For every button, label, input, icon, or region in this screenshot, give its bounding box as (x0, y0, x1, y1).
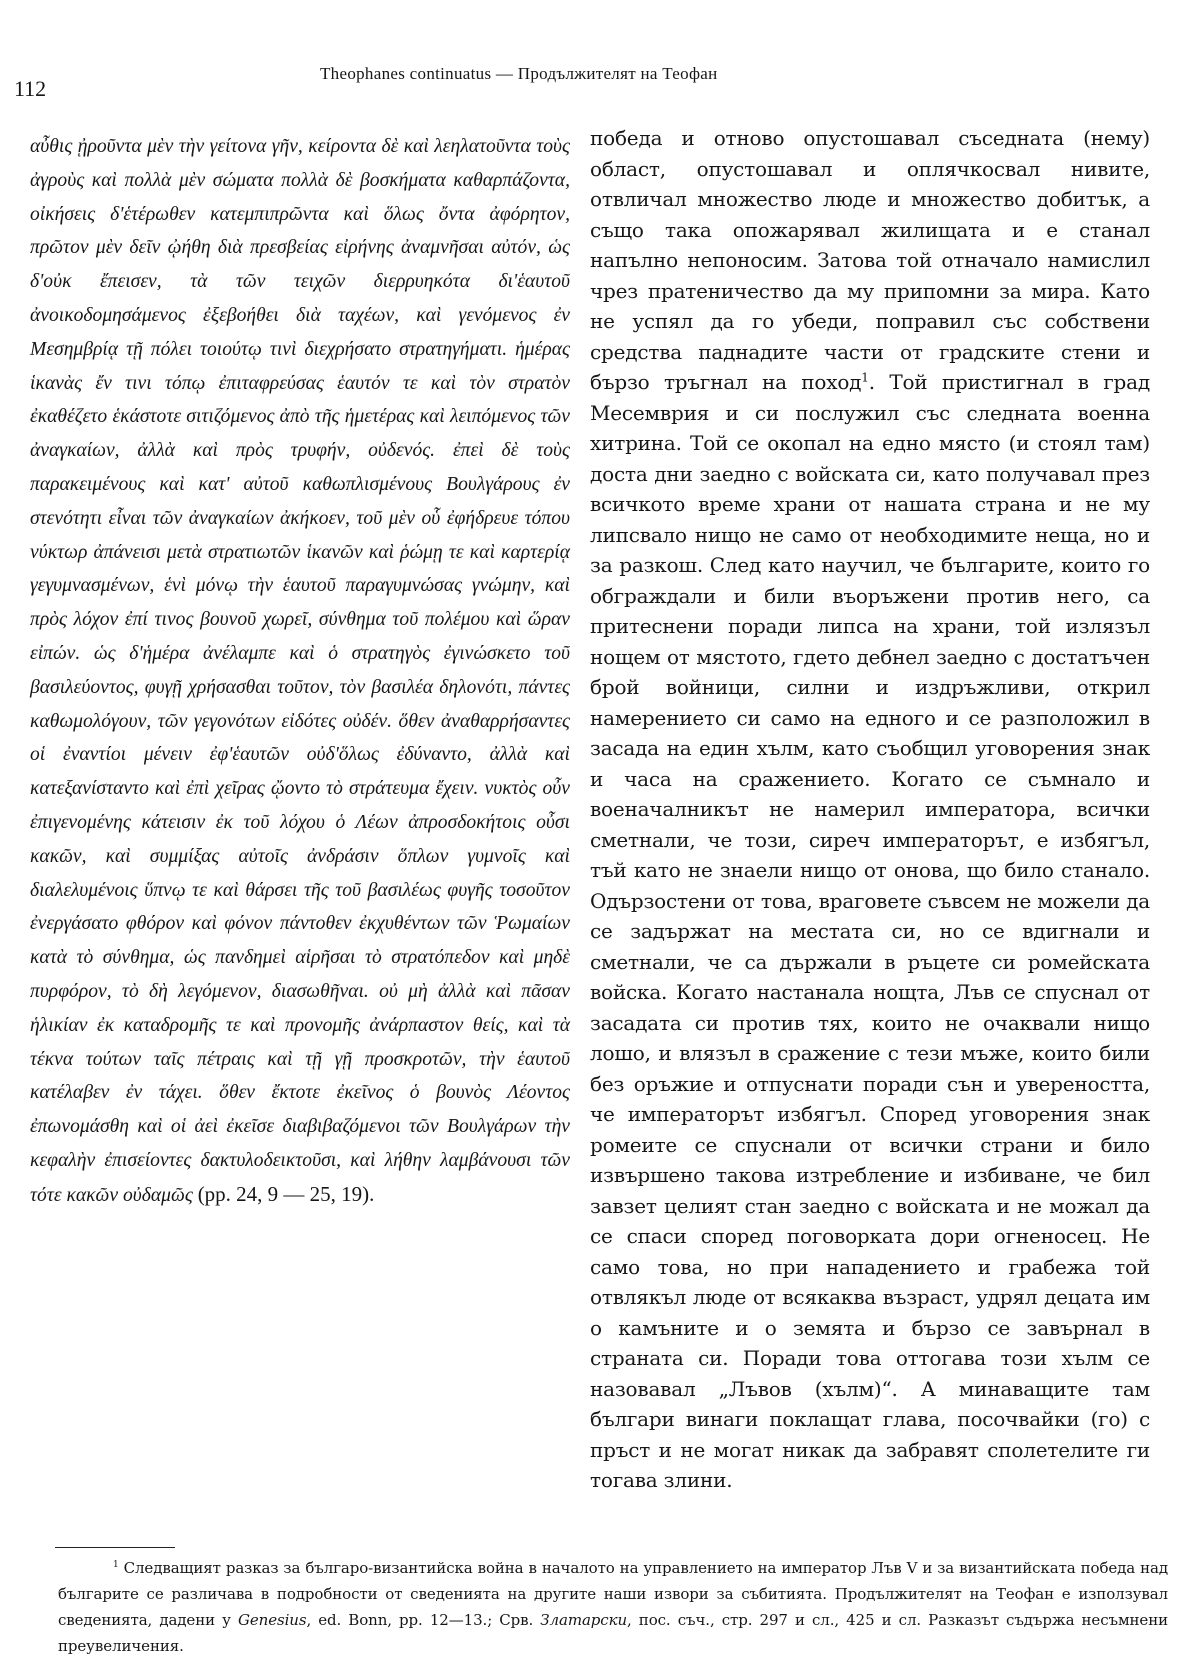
footnote-text-part3: , пос. съч., стр. 297 и сл., 425 и сл. Разказът съдържа несъмнени преувеличения. (58, 1611, 1168, 1655)
page-number: 112 (14, 76, 47, 101)
footnote-divider (55, 1547, 175, 1548)
greek-text: αὖθις ᾐροῦντα μὲν τὴν γείτονα γῆν, κείροντα δὲ καὶ λεηλατοῦντα τοὺς ἀγροὺς καὶ πολλὰ μὲν σώματα πολλὰ δὲ βοσκήματα καθαρπάζοντα, οἰκήσεις δ'ἑτέρωθεν κατεμπιπρῶντα καὶ ὅλως ὄντα ἀφόρητον, πρῶτον μὲν δεῖν ᾠήθη διὰ πρεσβείας εἰρήνης ἀναμνῆσαι αὐτόν, ὡς δ'οὐκ ἔπεισεν, τὰ τῶν τειχῶν διερρυηκότα δι'ἑαυτοῦ ἀνοικοδομησάμενος ἐξεβοήθει διὰ ταχέων, καὶ γενόμενος ἐν Μεσημβρίᾳ τῇ πόλει τοιούτῳ τινὶ διεχρήσατο στρατηγήματι. ἡμέρας ἱκανὰς ἔν τινι τόπῳ ἐπιταφρεύσας ἑαυτόν τε καὶ τὸν στρατὸν ἐκαθέζετο ἑκάστοτε σιτιζόμενος ἀπὸ τῆς ἡμετέρας καὶ λειπόμενος τῶν ἀναγκαίων, ἀλλὰ καὶ πρὸς τρυφήν, οὐδενός. ἐπεὶ δὲ τοὺς παρακειμένους καὶ κατ' αὐτοῦ καθωπλισμένους Βουλγάρους ἐν στενότητι εἶναι τῶν ἀναγκαίων ἀκήκοεν, τοῦ μὲν οὗ ἐφήδρευε τόπου νύκτωρ ἀπάνεισι μετὰ στρατιωτῶν ἱκανῶν καὶ ῥώμῃ τε καὶ καρτερίᾳ γεγυμνασμένων, ἑνὶ μόνῳ τὴν ἑαυτοῦ παραγυμνώσας γνώμην, καὶ πρὸς λόχον ἐπί τινος βουνοῦ χωρεῖ, σύνθημα τοῦ πολέμου καὶ ὥραν εἰπών. ὡς δ'ἡμέρα ἀνέλαμπε καὶ ὁ στρατηγὸς ἐγινώσκετο τοῦ βασιλεύοντος, φυγῇ χρήσασθαι τοῦτον, τὸν βασιλέα δηλονότι, πάντες καθωμολόγουν, τῶν γεγονότων εἰδότες οὐδέν. ὅθεν ἀναθαρρήσαντες οἱ ἐναντίοι μένειν ἐφ'ἑαυτῶν οὐδ'ὅλως ἐδύναντο, ἀλλὰ καὶ κατεξανίσταντο καὶ ἐπὶ χεῖρας ᾤοντο τὸ στράτευμα ἔχειν. νυκτὸς οὖν ἐπιγενομένης κάτεισιν ἐκ τοῦ λόχου ὁ Λέων ἀπροσδοκήτοις οὖσι κακῶν, καὶ συμμίξας αὐτοῖς ἀνδράσιν ὅπλων γυμνοῖς καὶ διαλελυμένοις ὕπνῳ τε καὶ θάρσει τῆς τοῦ βασιλέως φυγῆς τοσοῦτον ἐνεργάσατο φθόρον καὶ φόνον πάντοθεν ἐκχυθέντων τῶν Ῥωμαίων κατὰ τὸ σύνθημα, ὡς πανδημεὶ αἱρῆσαι τὸ στρατόπεδον καὶ μηδὲ πυρφόρον, τὸ δὴ λεγόμενον, διασωθῆναι. οὐ μὴ ἀλλὰ καὶ πᾶσαν ἡλικίαν ἐκ καταδρομῆς τε καὶ προνομῆς ἀνάρπαστον θείς, καὶ τὰ τέκνα τούτων ταῖς πέτραις καὶ τῇ γῇ προσκροτῶν, τὴν ἑαυτοῦ κατέλαβεν ἐν τάχει. ὅθεν ἔκτοτε ἐκεῖνος ὁ βουνὸς Λέοντος ἐπωνομάσθη καὶ οἱ ἀεὶ ἐκεῖσε διαβιβαζόμενοι τῶν Βουλγάρων τὴν κεφαλὴν ἐπισείοντες δακτυλοδεικτοῦσι, καὶ λήθην λαμβάνουσι τῶν τότε κακῶν οὐδαμῶς (30, 136, 570, 1206)
footnote (58, 1555, 1168, 1659)
translation-text-after-note: . Той пристигнал в град Месемврия и си послужил със следната военна хитрина. Той се окопал на едно място (и стоял там) доста дни заедно с войската си, като получавал през всичкото време храни от нашата страна и не му липсвало нищо не само от необходимите неща, но и за разкош. След като научил, че българите, които го обграждали и били въоръжени против него, са притеснени поради липса на храни, той излязъл нощем от мястото, гдето дебнел заедно с достатъчен брой войници, силни и издръжливи, открил намерението си само на едного и се разположил в засада на един хълм, като съобщил уговорения знак и часа на сражението. Когато се съмнало и военачалникът не намерил императора, всички сметнали, че този, сиреч императорът, е избягъл, тъй като не знаели нищо от онова, що било станало. Одързостени от това, враговете съвсем не можели да се задържат на местата си, но се вдигнали и сметнали, че са държали в ръцете си ромейската войска. Когато настанала нощта, Лъв се спуснал от засадата си против тях, които не очаквали нищо лошо, и влязъл в сражение с тези мъже, които били без оръжие и отпуснати поради сън и увереността, че императорът избягъл. Според уговорения знак ромеите се спуснали от всички страни и било извършено такова изтребление и избиване, че бил завзет целият стан заедно с войската и не можал да се спаси според поговорката дори огненосец. Не само това, но при нападението и грабежа той отвлякъл люде от всякаква възраст, удрял децата им о камъните и о земята и бързо се завърнал в страната си. Поради това оттогава този хълм се назовавал „Лъвов (хълм)“. А минаващите там българи винаги поклащат глава, посочвайки (го) с пръст и не могат никак да забравят сполетелите ги тогава злини. (590, 370, 1150, 1492)
greek-page-reference: (pp. 24, 9 — 25, 19). (197, 1181, 375, 1206)
footnote-marker: 1 (113, 1560, 119, 1570)
bulgarian-translation-column (590, 123, 1150, 1496)
greek-text-column (30, 130, 570, 1213)
footnote-text-part1: Следващият разказ за българо-византийска война в началото на управлението на император Лъв V и за византийската победа над българите се различава в подробности от сведенията на другите наши извори за събитията. Продължителят на Теофан е използувал сведенията, дадени у (58, 1559, 1168, 1629)
footnote-source-zlatarski: Златарски (540, 1611, 628, 1629)
translation-text-before-note: победа и отново опустошавал съседната (нему) област, опустошавал и оплячкосвал нивите, отвличал множество люде и множество добитък, а също така опожарявал жилищата и е станал напълно непоносим. Затова той отначало намислил чрез пратеничество да му припомни за мира. Като не успял да го убеди, поправил със собствени средства паднадите части от градските стени и бързо тръгнал на поход (590, 126, 1150, 394)
footnote-reference-marker: 1 (861, 370, 869, 385)
running-title: Theophanes continuatus — Продължителят на Теофан (320, 64, 718, 83)
footnote-source-genesius: Genesius (237, 1611, 307, 1629)
footnote-text-part2: , ed. Bonn, pp. 12—13.; Срв. (306, 1611, 534, 1629)
